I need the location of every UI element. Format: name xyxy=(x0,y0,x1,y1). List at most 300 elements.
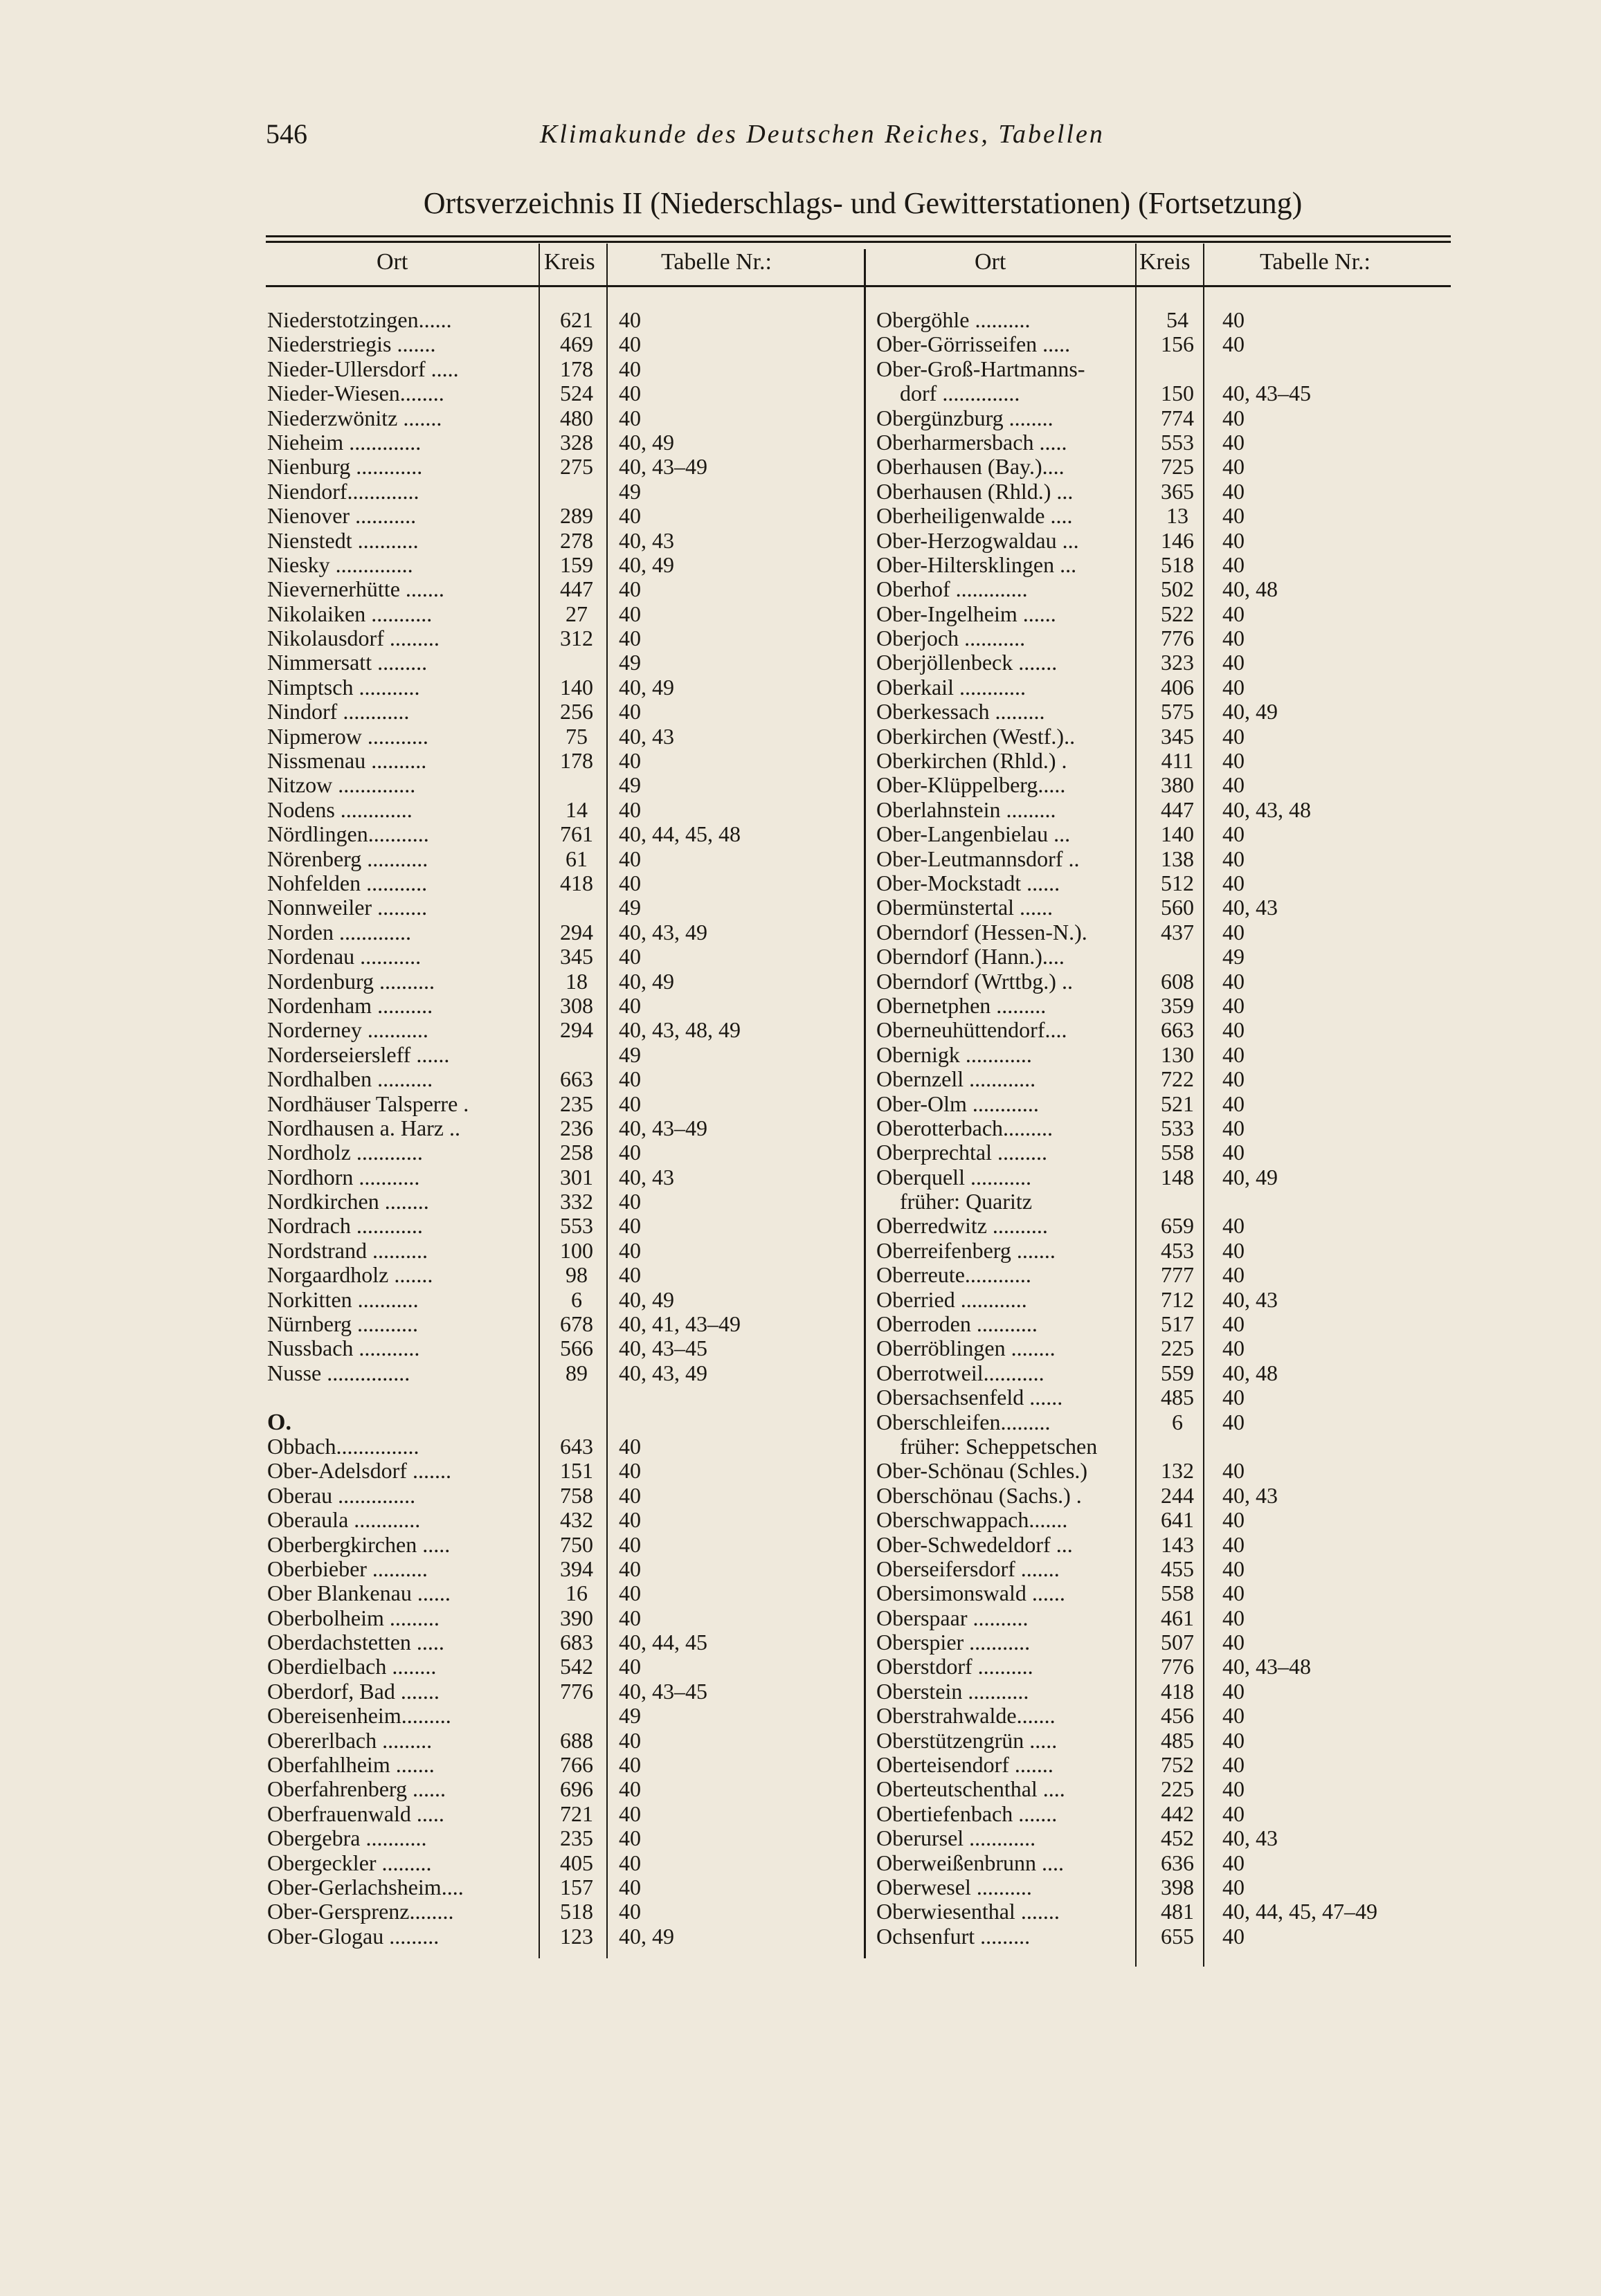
place-name: Ober-Gersprenz........ xyxy=(267,1899,454,1924)
tabelle-numbers: 40, 49 xyxy=(619,552,674,577)
table-row xyxy=(876,1630,1485,1655)
kreis-number: 236 xyxy=(560,1115,593,1140)
place-name: Ochsenfurt ......... xyxy=(876,1923,1031,1949)
kreis-number: 502 xyxy=(1161,576,1194,602)
kreis-number: 766 xyxy=(560,1752,593,1778)
place-name: Ober-Mockstadt ...... xyxy=(876,870,1060,895)
table-row xyxy=(876,1018,1485,1042)
place-name: Nimptsch ........... xyxy=(267,674,420,700)
tabelle-numbers: 40 xyxy=(1222,1041,1245,1067)
tabelle-numbers: 40 xyxy=(1222,821,1245,847)
table-row xyxy=(876,847,1485,871)
place-name: Nikolausdorf ......... xyxy=(267,626,440,651)
table-row xyxy=(267,406,876,430)
tabelle-numbers: 40 xyxy=(1222,723,1245,749)
kreis-number: 328 xyxy=(560,429,593,455)
tabelle-numbers: 40, 49 xyxy=(619,429,674,455)
kreis-number: 485 xyxy=(1161,1727,1194,1753)
table-row xyxy=(267,945,876,969)
kreis-number: 405 xyxy=(560,1850,593,1875)
table-row xyxy=(267,650,876,675)
table-row xyxy=(267,1239,876,1263)
place-name: Norderseiersleff ...... xyxy=(267,1041,450,1067)
table-row xyxy=(876,1679,1485,1704)
place-name: Oberotterbach......... xyxy=(876,1115,1053,1140)
tabelle-numbers: 40 xyxy=(1222,1703,1245,1729)
kreis-number: 774 xyxy=(1161,405,1194,430)
table-row xyxy=(876,1140,1485,1165)
place-name: Ober Blankenau ...... xyxy=(267,1580,451,1606)
tabelle-numbers: 40 xyxy=(1222,1140,1245,1165)
place-name: Oberredwitz .......... xyxy=(876,1213,1048,1239)
table-row xyxy=(876,602,1485,626)
kreis-number: 432 xyxy=(560,1507,593,1533)
table-row xyxy=(876,1385,1485,1410)
place-name: Nordrach ............ xyxy=(267,1213,423,1239)
tabelle-numbers: 40 xyxy=(619,1776,641,1802)
kreis-number: 447 xyxy=(560,576,593,602)
table-row xyxy=(267,1753,876,1777)
tabelle-numbers: 40, 49 xyxy=(619,1286,674,1312)
kreis-number: 235 xyxy=(560,1825,593,1851)
tabelle-numbers: 40 xyxy=(619,1899,641,1924)
table-row xyxy=(876,994,1485,1018)
tabelle-numbers: 40 xyxy=(1222,1213,1245,1239)
table-row xyxy=(267,332,876,356)
tabelle-numbers: 40 xyxy=(1222,429,1245,455)
kreis-number: 678 xyxy=(560,1311,593,1337)
place-name: Oberschwappach....... xyxy=(876,1507,1068,1533)
kreis-number: 558 xyxy=(1161,1580,1194,1606)
tabelle-numbers: 40 xyxy=(1222,1776,1245,1802)
tabelle-numbers: 40 xyxy=(1222,992,1245,1018)
table-row xyxy=(267,1899,876,1924)
place-name: Nissmenau .......... xyxy=(267,748,427,774)
kreis-number: 140 xyxy=(1161,821,1194,847)
tabelle-numbers: 40, 48 xyxy=(1222,576,1278,602)
table-row xyxy=(267,1924,876,1949)
kreis-number: 235 xyxy=(560,1091,593,1116)
table-row xyxy=(876,1288,1485,1312)
tabelle-numbers: 49 xyxy=(1222,944,1245,969)
kreis-number: 575 xyxy=(1161,699,1194,725)
place-name: Oberaula ............ xyxy=(267,1507,421,1533)
tabelle-numbers: 40 xyxy=(1222,1385,1245,1410)
table-row xyxy=(267,1018,876,1042)
table-row xyxy=(876,895,1485,920)
place-name: Obernetphen ......... xyxy=(876,992,1047,1018)
place-name: Nordhalben .......... xyxy=(267,1066,433,1092)
place-name: Oberwesel .......... xyxy=(876,1875,1032,1899)
kreis-number: 608 xyxy=(1161,968,1194,994)
tabelle-numbers: 40 xyxy=(1222,968,1245,994)
tabelle-numbers: 40 xyxy=(1222,601,1245,626)
kreis-number: 452 xyxy=(1161,1825,1194,1851)
table-row xyxy=(267,847,876,871)
place-name: Obersachsenfeld ...... xyxy=(876,1385,1063,1410)
tabelle-numbers: 40 xyxy=(619,1140,641,1165)
place-name: Ober-Klüppelberg..... xyxy=(876,772,1066,798)
kreis-number: 683 xyxy=(560,1630,593,1655)
table-row xyxy=(876,1092,1485,1116)
table-row xyxy=(876,1533,1485,1557)
kreis-number: 553 xyxy=(560,1213,593,1239)
place-name: Oberreute............ xyxy=(876,1262,1031,1288)
kreis-number: 456 xyxy=(1161,1703,1194,1729)
table-row xyxy=(267,553,876,577)
header-bottom-rule xyxy=(266,285,1451,287)
kreis-number: 143 xyxy=(1161,1531,1194,1557)
tabelle-numbers: 40 xyxy=(619,381,641,406)
place-name: Oberried ............ xyxy=(876,1286,1027,1312)
top-double-rule-2 xyxy=(266,241,1451,243)
tabelle-numbers: 40 xyxy=(619,1654,641,1679)
place-name: Oberspaar .......... xyxy=(876,1605,1029,1630)
table-row xyxy=(876,1263,1485,1287)
place-name: Oberbolheim ......... xyxy=(267,1605,440,1630)
table-row xyxy=(267,1581,876,1605)
table-row xyxy=(876,504,1485,528)
place-name: Nordenham .......... xyxy=(267,992,433,1018)
tabelle-numbers: 40, 43 xyxy=(619,723,674,749)
tabelle-numbers: 40 xyxy=(619,307,641,332)
tabelle-numbers: 40 xyxy=(1222,1727,1245,1753)
kreis-number: 6 xyxy=(1172,1409,1183,1434)
table-row xyxy=(267,994,876,1018)
place-name: Oberprechtal ......... xyxy=(876,1140,1048,1165)
place-name: Oberwiesenthal ....... xyxy=(876,1899,1060,1924)
place-name: Obergöhle .......... xyxy=(876,307,1031,332)
table-row xyxy=(267,969,876,994)
place-name: Ober-Herzogwaldau ... xyxy=(876,527,1079,553)
place-name: Oberstein ........... xyxy=(876,1678,1029,1704)
tabelle-numbers: 40 xyxy=(619,870,641,895)
place-name: Oberau .............. xyxy=(267,1482,416,1508)
place-name: Oberfahlheim ....... xyxy=(267,1752,435,1778)
table-row xyxy=(876,1826,1485,1850)
table-row xyxy=(876,1361,1485,1385)
table-row xyxy=(267,1777,876,1801)
tabelle-numbers: 40 xyxy=(1222,478,1245,504)
table-row xyxy=(267,480,876,504)
tabelle-numbers: 49 xyxy=(619,650,641,675)
kreis-number: 289 xyxy=(560,503,593,529)
kreis-number: 722 xyxy=(1161,1066,1194,1092)
table-row xyxy=(876,626,1485,650)
table-row xyxy=(876,1484,1485,1508)
table-row xyxy=(267,626,876,650)
tabelle-numbers: 40 xyxy=(1222,552,1245,577)
place-name: Ober-Olm ............ xyxy=(876,1091,1039,1116)
tabelle-numbers: 40 xyxy=(1222,1923,1245,1949)
table-row xyxy=(267,455,876,479)
tabelle-numbers: 40, 44, 45 xyxy=(619,1630,707,1655)
place-name: Ober-Groß-Hartmanns- xyxy=(876,356,1085,381)
tabelle-numbers: 40, 43–45 xyxy=(619,1336,707,1361)
tabelle-numbers: 40, 41, 43–49 xyxy=(619,1311,741,1337)
table-row xyxy=(267,1630,876,1655)
kreis-number: 469 xyxy=(560,331,593,357)
table-row xyxy=(267,1263,876,1287)
tabelle-numbers: 40 xyxy=(1222,772,1245,798)
table-row xyxy=(267,725,876,749)
kreis-number: 138 xyxy=(1161,846,1194,871)
tabelle-numbers: 40 xyxy=(1222,307,1245,332)
kreis-number: 308 xyxy=(560,992,593,1018)
table-row xyxy=(876,1067,1485,1091)
tabelle-numbers: 40 xyxy=(619,1850,641,1875)
place-name: Oberndorf (Hann.).... xyxy=(876,944,1065,969)
kreis-number: 542 xyxy=(560,1654,593,1679)
place-name: Nienstedt ........... xyxy=(267,527,419,553)
tabelle-numbers: 40 xyxy=(1222,1752,1245,1778)
place-name: Norderney ........... xyxy=(267,1017,428,1043)
table-row xyxy=(267,1729,876,1753)
tabelle-numbers: 40 xyxy=(1222,1580,1245,1606)
place-name: Nimmersatt ......... xyxy=(267,650,428,675)
table-row xyxy=(267,1410,876,1434)
tabelle-numbers: 40 xyxy=(619,1091,641,1116)
kreis-number: 524 xyxy=(560,381,593,406)
kreis-number: 712 xyxy=(1161,1286,1194,1312)
table-row xyxy=(267,871,876,895)
place-name: Ober-Hiltersklingen ... xyxy=(876,552,1077,577)
kreis-number: 560 xyxy=(1161,895,1194,920)
place-name: dorf .............. xyxy=(900,381,1020,406)
table-row xyxy=(876,1116,1485,1140)
tabelle-numbers: 40, 43 xyxy=(1222,895,1278,920)
place-name: Ober-Glogau ......... xyxy=(267,1923,440,1949)
kreis-number: 418 xyxy=(1161,1678,1194,1704)
tabelle-numbers: 40 xyxy=(1222,1531,1245,1557)
tabelle-numbers: 40 xyxy=(1222,527,1245,553)
place-name: Oberreifenberg ....... xyxy=(876,1237,1056,1263)
table-row xyxy=(267,1484,876,1508)
tabelle-numbers: 40 xyxy=(1222,1262,1245,1288)
place-name: Oberspier ........... xyxy=(876,1630,1031,1655)
tabelle-numbers: 40 xyxy=(619,626,641,651)
place-name: Nusse ............... xyxy=(267,1360,410,1385)
tabelle-numbers: 40 xyxy=(619,992,641,1018)
table-row xyxy=(267,1557,876,1581)
tabelle-numbers: 40, 43–48 xyxy=(1222,1654,1311,1679)
table-row xyxy=(876,480,1485,504)
table-row xyxy=(876,1239,1485,1263)
place-name: Norgaardholz ....... xyxy=(267,1262,433,1288)
header-tabelle-right: Tabelle Nr.: xyxy=(1260,249,1371,275)
tabelle-numbers: 40 xyxy=(1222,1237,1245,1263)
header-ort-right: Ort xyxy=(975,249,1006,275)
kreis-number: 721 xyxy=(560,1801,593,1826)
place-name: Ober-Ingelheim ...... xyxy=(876,601,1056,626)
table-row xyxy=(267,1434,876,1459)
table-row xyxy=(267,430,876,455)
place-name: Nörenberg ........... xyxy=(267,846,428,871)
kreis-number: 332 xyxy=(560,1189,593,1214)
tabelle-numbers: 40, 49 xyxy=(1222,699,1278,725)
kreis-number: 61 xyxy=(566,846,588,871)
place-name: Norkitten ........... xyxy=(267,1286,419,1312)
table-row xyxy=(876,529,1485,553)
tabelle-numbers: 40 xyxy=(1222,870,1245,895)
kreis-number: 359 xyxy=(1161,992,1194,1018)
place-name: Nordholz ............ xyxy=(267,1140,423,1165)
kreis-number: 655 xyxy=(1161,1923,1194,1949)
kreis-number: 132 xyxy=(1161,1458,1194,1484)
kreis-number: 178 xyxy=(560,356,593,381)
tabelle-numbers: 40 xyxy=(619,1507,641,1533)
table-row xyxy=(267,381,876,406)
table-row xyxy=(267,1655,876,1679)
place-name: Nordhorn ........... xyxy=(267,1164,420,1190)
place-name: Oberkail ............ xyxy=(876,674,1026,700)
kreis-number: 256 xyxy=(560,699,593,725)
kreis-number: 345 xyxy=(1161,723,1194,749)
place-name: Norden ............. xyxy=(267,919,411,945)
table-row xyxy=(267,1140,876,1165)
kreis-number: 559 xyxy=(1161,1360,1194,1385)
place-name: Ober-Langenbielau ... xyxy=(876,821,1071,847)
tabelle-numbers: 40 xyxy=(1222,748,1245,774)
kreis-number: 437 xyxy=(1161,919,1194,945)
place-name: Oberjöllenbeck ....... xyxy=(876,650,1058,675)
kreis-number: 323 xyxy=(1161,650,1194,675)
place-name: Obergeckler ......... xyxy=(267,1850,432,1875)
place-name: Nindorf ............ xyxy=(267,699,410,725)
table-row xyxy=(876,1508,1485,1532)
table-row xyxy=(267,700,876,724)
table-row xyxy=(876,749,1485,773)
table-row xyxy=(876,1704,1485,1728)
table-row xyxy=(267,1190,876,1214)
place-name: Nussbach ........... xyxy=(267,1336,420,1361)
kreis-number: 418 xyxy=(560,870,593,895)
place-name: Nonnweiler ......... xyxy=(267,895,428,920)
tabelle-numbers: 40 xyxy=(619,331,641,357)
tabelle-numbers: 40, 43 xyxy=(619,1164,674,1190)
place-name: Oberjoch ........... xyxy=(876,626,1026,651)
tabelle-numbers: 40 xyxy=(619,1556,641,1581)
kreis-number: 16 xyxy=(566,1580,588,1606)
place-name: Oberfahrenberg ...... xyxy=(267,1776,446,1802)
table-row xyxy=(267,1826,876,1850)
table-row xyxy=(876,1875,1485,1899)
top-double-rule-1 xyxy=(266,235,1451,237)
kreis-number: 301 xyxy=(560,1164,593,1190)
tabelle-numbers: 40 xyxy=(1222,1458,1245,1484)
table-row xyxy=(876,1655,1485,1679)
kreis-number: 725 xyxy=(1161,454,1194,480)
place-name: Oberkirchen (Westf.).. xyxy=(876,723,1076,749)
tabelle-numbers: 40 xyxy=(1222,1409,1245,1434)
table-row xyxy=(267,1533,876,1557)
table-row xyxy=(876,1336,1485,1360)
place-name: Obergebra ........... xyxy=(267,1825,427,1851)
tabelle-numbers: 40 xyxy=(619,1580,641,1606)
kreis-number: 776 xyxy=(1161,626,1194,651)
kreis-number: 178 xyxy=(560,748,593,774)
tabelle-numbers: 40 xyxy=(619,1066,641,1092)
tabelle-numbers: 49 xyxy=(619,478,641,504)
table-row xyxy=(267,1704,876,1728)
table-title: Ortsverzeichnis II (Niederschlags- und Gewitterstationen) (Fortsetzung) xyxy=(423,186,1303,220)
kreis-number: 696 xyxy=(560,1776,593,1802)
tabelle-numbers: 40 xyxy=(619,699,641,725)
tabelle-numbers: 40 xyxy=(1222,650,1245,675)
kreis-number: 89 xyxy=(566,1360,588,1385)
place-name: Nieheim ............. xyxy=(267,429,422,455)
place-name: Oberrotweil........... xyxy=(876,1360,1044,1385)
tabelle-numbers: 40 xyxy=(619,846,641,871)
tabelle-numbers: 40 xyxy=(1222,1850,1245,1875)
kreis-number: 159 xyxy=(560,552,593,577)
kreis-number: 636 xyxy=(1161,1850,1194,1875)
place-name: Nordenau ........... xyxy=(267,944,422,969)
place-name: Oberteutschenthal .... xyxy=(876,1776,1065,1802)
table-row xyxy=(267,1875,876,1899)
place-name: früher: Quaritz xyxy=(900,1189,1033,1214)
tabelle-numbers: 49 xyxy=(619,1041,641,1067)
table-row xyxy=(267,1336,876,1360)
place-name: Oberhausen (Rhld.) ... xyxy=(876,478,1074,504)
table-row xyxy=(876,1165,1485,1190)
kreis-number: 98 xyxy=(566,1262,588,1288)
table-row xyxy=(876,822,1485,846)
kreis-number: 750 xyxy=(560,1531,593,1557)
kreis-number: 752 xyxy=(1161,1752,1194,1778)
kreis-number: 157 xyxy=(560,1875,593,1899)
table-row xyxy=(876,675,1485,700)
place-name: Oberndorf (Wrttbg.) .. xyxy=(876,968,1073,994)
place-name: früher: Scheppetschen xyxy=(900,1433,1098,1459)
tabelle-numbers: 40 xyxy=(1222,1311,1245,1337)
table-row xyxy=(267,1116,876,1140)
kreis-number: 100 xyxy=(560,1237,593,1263)
tabelle-numbers: 49 xyxy=(619,895,641,920)
kreis-number: 14 xyxy=(566,796,588,822)
kreis-number: 365 xyxy=(1161,478,1194,504)
place-name: Niesky .............. xyxy=(267,552,413,577)
kreis-number: 148 xyxy=(1161,1164,1194,1190)
place-name: Nievernerhütte ....... xyxy=(267,576,444,602)
tabelle-numbers: 49 xyxy=(619,772,641,798)
tabelle-numbers: 40 xyxy=(619,1237,641,1263)
place-name: Niederstotzingen...... xyxy=(267,307,452,332)
kreis-number: 777 xyxy=(1161,1262,1194,1288)
tabelle-numbers: 40 xyxy=(619,944,641,969)
table-row xyxy=(876,1459,1485,1483)
kreis-number: 485 xyxy=(1161,1385,1194,1410)
tabelle-numbers: 40 xyxy=(619,1752,641,1778)
place-name: Oberharmersbach ..... xyxy=(876,429,1067,455)
kreis-number: 156 xyxy=(1161,331,1194,357)
tabelle-numbers: 40 xyxy=(619,1458,641,1484)
tabelle-numbers: 40 xyxy=(619,1825,641,1851)
kreis-number: 151 xyxy=(560,1458,593,1484)
table-row xyxy=(267,1043,876,1067)
tabelle-numbers: 40 xyxy=(1222,1605,1245,1630)
tabelle-numbers: 40 xyxy=(619,1605,641,1630)
table-row xyxy=(267,895,876,920)
table-row xyxy=(267,1288,876,1312)
tabelle-numbers: 40 xyxy=(1222,1678,1245,1704)
place-name: Nürnberg ........... xyxy=(267,1311,419,1337)
place-name: Nienburg ............ xyxy=(267,454,423,480)
place-name: Nordhausen a. Harz .. xyxy=(267,1115,460,1140)
tabelle-numbers: 40, 43 xyxy=(1222,1482,1278,1508)
tabelle-numbers: 40, 49 xyxy=(619,1923,674,1949)
table-row xyxy=(876,1729,1485,1753)
